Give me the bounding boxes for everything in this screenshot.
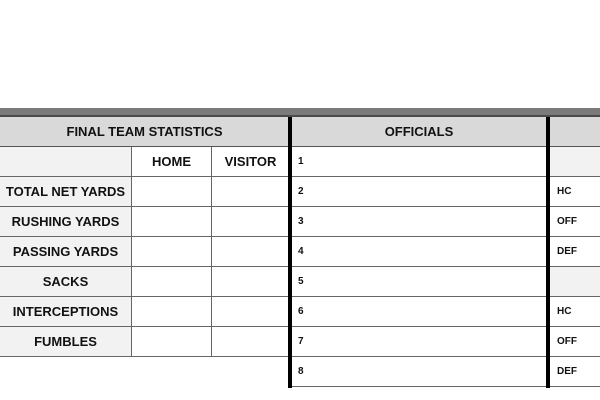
role-tag-cell: OFF — [548, 327, 600, 357]
home-total-net-yards-field[interactable] — [132, 177, 212, 207]
header-bar — [0, 108, 600, 117]
section-divider-right — [546, 117, 550, 388]
visitor-rushing-yards-field[interactable] — [212, 207, 290, 237]
visitor-passing-yards-field[interactable] — [212, 237, 290, 267]
role-tag-cell: HC — [548, 177, 600, 207]
official-entry-6[interactable]: 6 — [290, 297, 548, 327]
visitor-interceptions-field[interactable] — [212, 297, 290, 327]
official-entry-1[interactable]: 1 — [290, 147, 548, 177]
official-entry-8[interactable]: 8 — [290, 357, 548, 387]
home-sacks-field[interactable] — [132, 267, 212, 297]
officials-header — [290, 117, 548, 147]
stat-row-label: RUSHING YARDS — [0, 207, 132, 237]
role-tag-cell: DEF — [548, 237, 600, 267]
stat-row-label: INTERCEPTIONS — [0, 297, 132, 327]
visitor-fumbles-field[interactable] — [212, 327, 290, 357]
official-entry-7[interactable]: 7 — [290, 327, 548, 357]
role-tag-cell: OFF — [548, 207, 600, 237]
home-passing-yards-field[interactable] — [132, 237, 212, 267]
role-tag-cell: HC — [548, 297, 600, 327]
official-entry-5[interactable]: 5 — [290, 267, 548, 297]
home-rushing-yards-field[interactable] — [132, 207, 212, 237]
visitor-label: VISITOR — [224, 154, 277, 169]
section-divider-left — [288, 117, 292, 388]
stat-row-label: SACKS — [0, 267, 132, 297]
role-tag-cell — [548, 147, 600, 177]
visitor-sacks-field[interactable] — [212, 267, 290, 297]
final-team-statistics-title: FINAL TEAM STATISTICS — [66, 124, 223, 139]
stat-row-label: PASSING YARDS — [0, 237, 132, 267]
officials-title: OFFICIALS — [384, 124, 454, 139]
stat-row-label: TOTAL NET YARDS — [0, 177, 132, 207]
visitor-total-net-yards-field[interactable] — [212, 177, 290, 207]
home-interceptions-field[interactable] — [132, 297, 212, 327]
home-column-header — [132, 147, 212, 177]
visitor-column-header — [212, 147, 290, 177]
stat-row-label: FUMBLES — [0, 327, 132, 357]
official-entry-4[interactable]: 4 — [290, 237, 548, 267]
role-tag-cell: DEF — [548, 357, 600, 387]
role-header — [548, 117, 600, 147]
stats-sheet — [0, 108, 600, 390]
final-team-statistics-header — [0, 117, 290, 147]
role-tag-cell — [548, 267, 600, 297]
stat-label-header-blank — [0, 147, 132, 177]
home-fumbles-field[interactable] — [132, 327, 212, 357]
official-entry-3[interactable]: 3 — [290, 207, 548, 237]
official-entry-2[interactable]: 2 — [290, 177, 548, 207]
home-label: HOME — [152, 154, 191, 169]
